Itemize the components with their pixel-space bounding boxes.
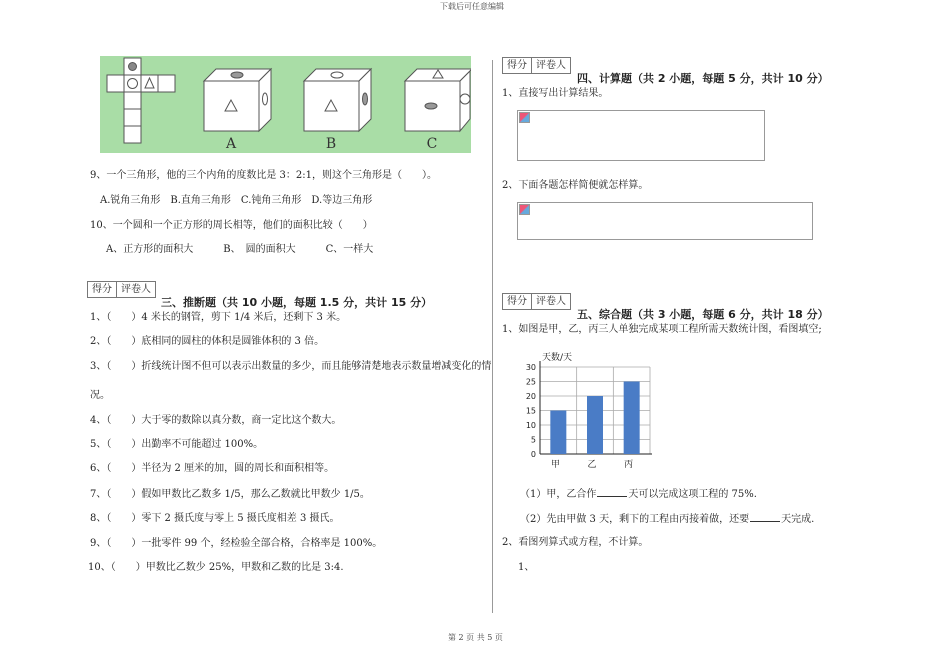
- image-placeholder-icon: [519, 112, 530, 123]
- page-number: 第 2 页 共 5 页: [448, 633, 503, 642]
- comp-q1-sub1-prefix: （1）甲，乙合作: [520, 489, 597, 500]
- cube-label-b: B: [325, 136, 337, 152]
- cube-b: [304, 69, 371, 131]
- cube-net: [107, 58, 175, 143]
- header-note: 下载后可任意编辑: [440, 2, 504, 11]
- cube-figure-drawing: [100, 56, 471, 153]
- chart-bar-0: [550, 411, 566, 455]
- judge-item-1: 1、（ ）4 米长的钢管，剪下 1/4 米后，还剩下 3 米。: [90, 312, 347, 323]
- question-10-options: A、正方形的面积大 B、 圆的面积大 C、一样大: [106, 244, 374, 255]
- judge-item-4: 4、（ ）大于零的数除以真分数，商一定比这个数大。: [90, 415, 342, 426]
- question-9-options: A.锐角三角形 B.直角三角形 C.钝角三角形 D.等边三角形: [100, 195, 373, 206]
- comp-q1-sub2-prefix: （2）先由甲做 3 天，剩下的工程由丙接着做，还要: [520, 514, 750, 525]
- comp-q1-sub1-suffix: 天可以完成这项工程的 75%.: [628, 489, 757, 500]
- cube-a: [204, 69, 271, 131]
- chart-bar-2: [624, 382, 640, 455]
- chart-ytick-20: 20: [525, 392, 536, 401]
- score-box-section4: [502, 57, 571, 74]
- comp-q1-sub2-suffix: 天完成.: [781, 514, 815, 525]
- score-label: 得分: [92, 284, 112, 295]
- chart-ytick-25: 25: [525, 377, 536, 387]
- section3-title: 三、推断题（共 10 小题，每题 1.5 分，共计 15 分）: [161, 296, 433, 309]
- grader-label: 评卷人: [116, 282, 155, 297]
- score-label: 得分: [507, 60, 527, 71]
- chart-ytick-10: 10: [525, 421, 536, 430]
- score-box-section3: [87, 281, 156, 298]
- chart-ylabel: 天数/天: [542, 353, 573, 363]
- judge-item-7: 7、（ ）假如甲数比乙数多 1/5，那么乙数就比甲数少 1/5。: [90, 489, 370, 500]
- cube-label-c: C: [426, 136, 438, 152]
- calc-question-1: 1、直接写出计算结果。: [502, 88, 609, 99]
- score-box-section5: [502, 293, 571, 310]
- section4-title: 四、计算题（共 2 小题，每题 5 分，共计 10 分）: [577, 72, 829, 85]
- judge-item-10: 10、（ ）甲数比乙数少 25%，甲数和乙数的比是 3:4.: [88, 562, 344, 573]
- chart-xtick-0: 甲: [550, 460, 560, 470]
- cube-label-a: A: [225, 136, 237, 152]
- grader-label: 评卷人: [531, 58, 570, 73]
- cube-figure: [100, 56, 471, 153]
- chart-ytick-15: 15: [525, 406, 536, 416]
- answer-blank-2[interactable]: [750, 512, 780, 522]
- judge-item-6: 6、（ ）半径为 2 厘米的加，圆的周长和面积相等。: [90, 463, 335, 474]
- comp-q1-sub2: [520, 512, 814, 526]
- judge-item-3: 3、（ ）折线统计图不但可以表示出数量的多少，而且能够清楚地表示数量增减变化的情: [90, 361, 492, 372]
- answer-blank-1[interactable]: [597, 487, 627, 497]
- chart-ytick-30: 30: [525, 363, 536, 372]
- image-placeholder-icon: [519, 204, 530, 215]
- judge-item-3-cont: 况。: [90, 390, 110, 401]
- judge-item-8: 8、（ ）零下 2 摄氏度与零上 5 摄氏度相差 3 摄氏。: [90, 513, 340, 524]
- score-label: 得分: [507, 296, 527, 307]
- chart-ytick-0: 0: [530, 450, 536, 459]
- comprehensive-question-1: 1、如图是甲，乙，丙三人单独完成某项工程所需天数统计图，看图填空;: [502, 324, 822, 335]
- comp-q1-sub1: [520, 487, 757, 501]
- section5-title: 五、综合题（共 3 小题，每题 6 分，共计 18 分）: [577, 308, 829, 321]
- cube-c: [405, 69, 471, 131]
- comp-q2-sub1: 1、: [518, 562, 535, 573]
- chart-bar-1: [587, 396, 603, 454]
- chart-ytick-5: 5: [530, 435, 536, 445]
- column-divider: [492, 60, 493, 613]
- chart-xtick-2: 丙: [624, 460, 634, 470]
- chart-xtick-1: 乙: [587, 460, 597, 470]
- judge-item-9: 9、（ ）一批零件 99 个，经检验全部合格，合格率是 100%。: [90, 538, 383, 549]
- calc-answer-box-2[interactable]: [517, 202, 813, 240]
- question-9-text: 9、一个三角形，他的三个内角的度数比是 3：2:1，则这个三角形是（ ）。: [90, 170, 437, 181]
- calc-question-2: 2、下面各题怎样简便就怎样算。: [502, 180, 649, 191]
- calc-answer-box-1[interactable]: [517, 110, 765, 161]
- question-10-text: 10、一个圆和一个正方形的周长相等，他们的面积比较（ ）: [90, 220, 373, 231]
- days-bar-chart: [510, 345, 685, 475]
- judge-item-5: 5、（ ）出勤率不可能超过 100%。: [90, 439, 264, 450]
- judge-item-2: 2、（ ）底相同的圆柱的体积是圆锥体积的 3 倍。: [90, 336, 325, 347]
- grader-label: 评卷人: [531, 294, 570, 309]
- comprehensive-question-2: 2、看图列算式或方程，不计算。: [502, 537, 649, 548]
